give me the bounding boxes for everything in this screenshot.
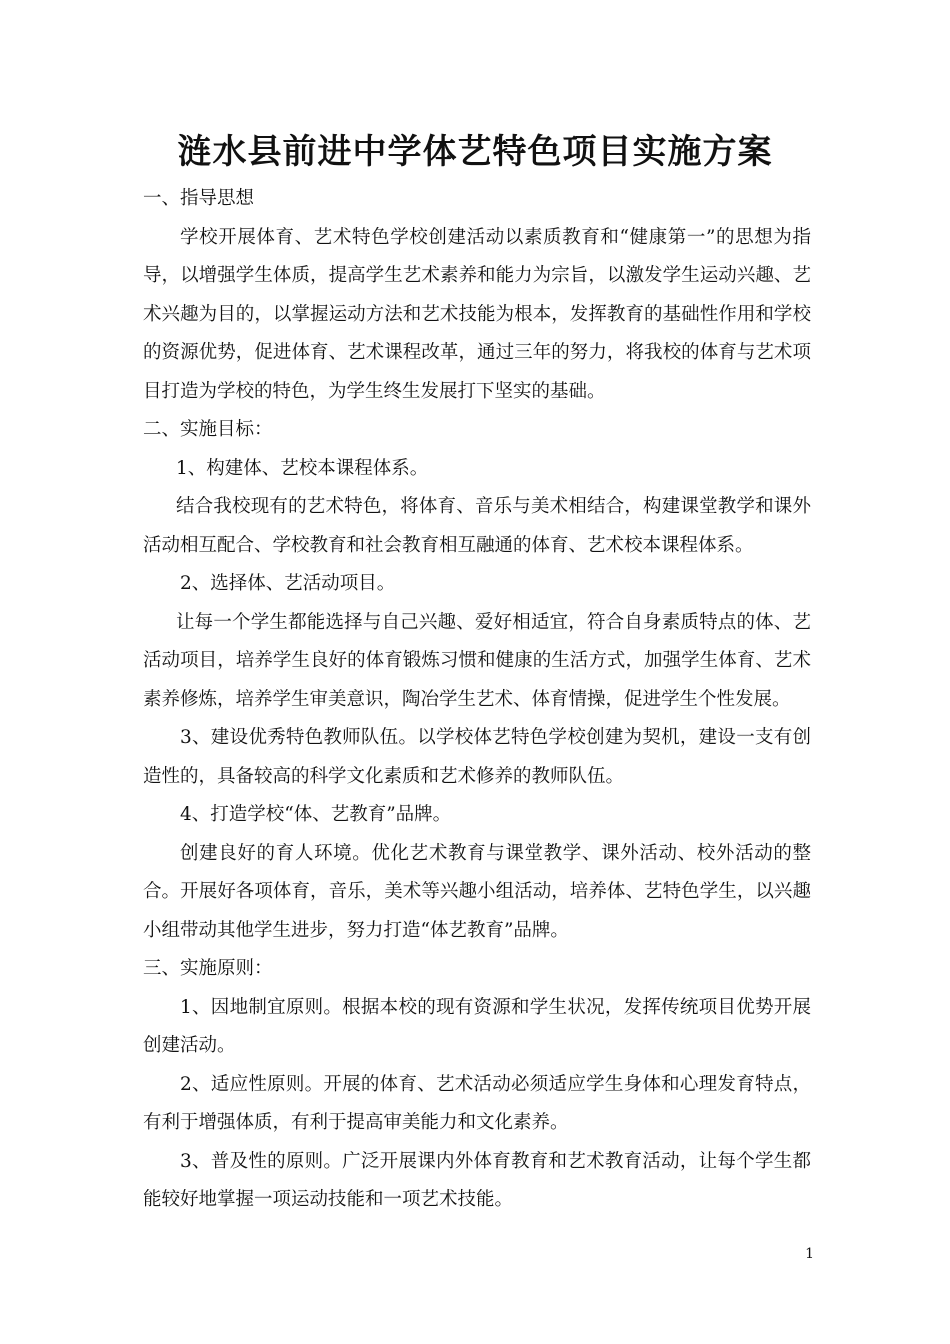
goal-item-3: 3、建设优秀特色教师队伍。以学校体艺特色学校创建为契机，建设一支有创造性的，具备较高的科学文化素质和艺术修养的教师队伍。: [143, 727, 811, 787]
section-heading-goals: 二、实施目标：: [143, 419, 273, 440]
principle-item-3: 3、普及性的原则。广泛开展课内外体育教育和艺术教育活动，让每个学生都能较好地掌握一项运动技能和一项艺术技能。: [143, 1150, 811, 1210]
goal-item-1: 1、构建体、艺校本课程体系。: [176, 457, 429, 479]
document-title: 涟水县前进中学体艺特色项目实施方案: [177, 132, 773, 172]
section-heading-principles: 三、实施原则：: [143, 958, 273, 979]
goal-item-2: 2、选择体、艺活动项目。: [180, 573, 396, 594]
principle-item-2: 2、适应性原则。开展的体育、艺术活动必须适应学生身体和心理发育特点，有利于增强体质，有利于提高审美能力和文化素养。: [143, 1073, 811, 1133]
paragraph-goal-2: 让每一个学生都能选择与自己兴趣、爱好相适宜，符合自身素质特点的体、艺活动项目，培养学生良好的体育锻炼习惯和健康的生活方式，加强学生体育、艺术素养修炼，培养学生审美意识，陶冶学生艺术、体育情操，促进学生个性发展。: [143, 611, 811, 710]
document-body: [143, 180, 811, 1220]
paragraph-guiding-ideology: 学校开展体育、艺术特色学校创建活动以素质教育和“健康第一”的思想为指导，以增强学生体质，提高学生艺术素养和能力为宗旨，以激发学生运动兴趣、艺术兴趣为目的，以掌握运动方法和艺术技能为根本，发挥教育的基础性作用和学校的资源优势，促进体育、艺术课程改革，通过三年的努力，将我校的体育与艺术项目打造为学校的特色，为学生终生发展打下坚实的基础。: [143, 226, 811, 402]
goal-item-4: 4、打造学校“体、艺教育”品牌。: [180, 804, 452, 825]
paragraph-goal-4: 创建良好的育人环境。优化艺术教育与课堂教学、课外活动、校外活动的整合。开展好各项体育，音乐，美术等兴趣小组活动，培养体、艺特色学生，以兴趣小组带动其他学生进步，努力打造“体艺教育”品牌。: [143, 842, 811, 941]
principle-item-1: 1、因地制宜原则。根据本校的现有资源和学生状况，发挥传统项目优势开展创建活动。: [143, 996, 811, 1056]
paragraph-goal-1: 结合我校现有的艺术特色，将体育、音乐与美术相结合，构建课堂教学和课外活动相互配合、学校教育和社会教育相互融通的体育、艺术校本课程体系。: [143, 496, 811, 556]
section-heading-guiding-ideology: 一、指导思想: [143, 188, 255, 209]
page-number: 1: [805, 1246, 814, 1262]
